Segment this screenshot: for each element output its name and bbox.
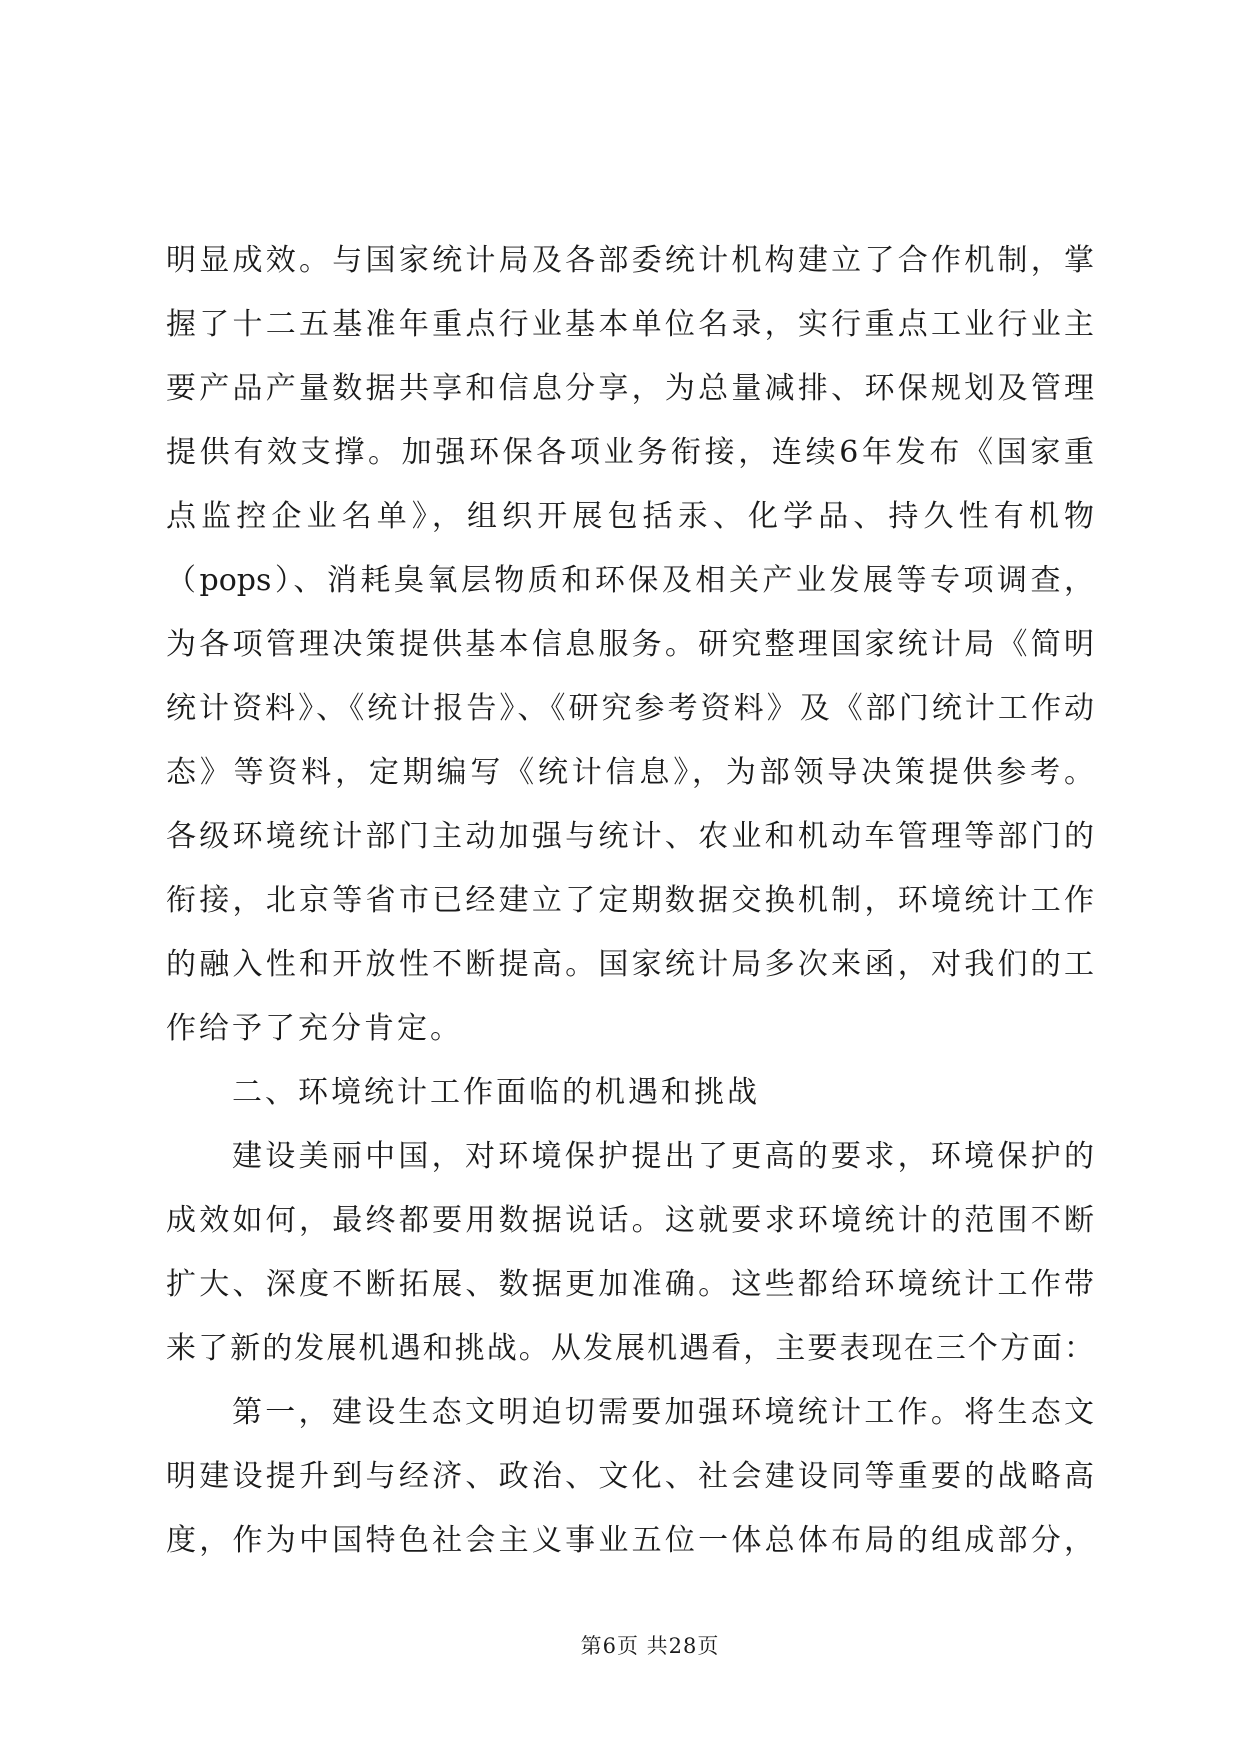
text-line: 点监控企业名单》，组织开展包括汞、化学品、持久性有机物 — [166, 499, 1094, 534]
text-line: 度，作为中国特色社会主义事业五位一体总体布局的组成部分， — [166, 1523, 1094, 1558]
text-line: 衔接，北京等省市已经建立了定期数据交换机制，环境统计工作 — [166, 883, 1094, 918]
text-line: 来了新的发展机遇和挑战。从发展机遇看，主要表现在三个方面： — [166, 1331, 1094, 1366]
text-line: 第一，建设生态文明迫切需要加强环境统计工作。将生态文 — [232, 1395, 1094, 1430]
text-line: 明建设提升到与经济、政治、文化、社会建设同等重要的战略高 — [166, 1459, 1094, 1494]
text-line: （pops）、消耗臭氧层物质和环保及相关产业发展等专项调查， — [166, 563, 1094, 598]
page-footer: 第6页 共28页 — [580, 1634, 720, 1658]
paragraph — [166, 1125, 1094, 1381]
paragraph — [166, 1381, 1094, 1573]
text-line: 统计资料》、《统计报告》、《研究参考资料》及《部门统计工作动 — [166, 691, 1094, 726]
text-line: 作给予了充分肯定。 — [166, 1011, 463, 1046]
text-line: 为各项管理决策提供基本信息服务。研究整理国家统计局《简明 — [166, 627, 1094, 662]
document-body — [166, 229, 1094, 1573]
text-line: 扩大、深度不断拓展、数据更加准确。这些都给环境统计工作带 — [166, 1267, 1094, 1302]
text-line: 态》等资料，定期编写《统计信息》，为部领导决策提供参考。 — [166, 755, 1094, 790]
paragraph — [166, 229, 1094, 1061]
text-line: 各级环境统计部门主动加强与统计、农业和机动车管理等部门的 — [166, 819, 1094, 854]
heading-line: 二、环境统计工作面临的机遇和挑战 — [232, 1075, 760, 1110]
text-line: 成效如何，最终都要用数据说话。这就要求环境统计的范围不断 — [166, 1203, 1094, 1238]
text-line: 明显成效。与国家统计局及各部委统计机构建立了合作机制，掌 — [166, 243, 1094, 278]
text-line: 握了十二五基准年重点行业基本单位名录，实行重点工业行业主 — [166, 307, 1094, 342]
section-heading — [166, 1061, 1094, 1125]
text-line: 建设美丽中国，对环境保护提出了更高的要求，环境保护的 — [232, 1139, 1094, 1174]
text-line: 提供有效支撑。加强环保各项业务衔接，连续6年发布《国家重 — [166, 435, 1094, 470]
text-line: 的融入性和开放性不断提高。国家统计局多次来函，对我们的工 — [166, 947, 1094, 982]
text-line: 要产品产量数据共享和信息分享，为总量减排、环保规划及管理 — [166, 371, 1094, 406]
